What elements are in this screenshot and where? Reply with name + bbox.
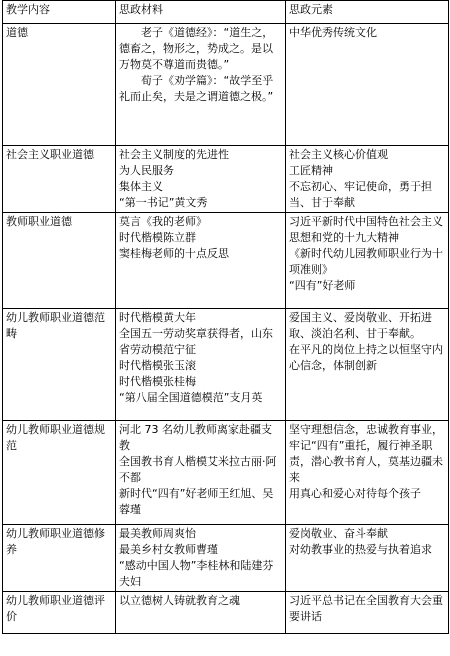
element-item: 在平凡的岗位上持之以恒坚守内心信念，体制创新: [289, 343, 443, 372]
materials-cell: [116, 525, 286, 592]
material-item: 社会主义制度的先进性: [119, 148, 229, 161]
topic-cell: 教师职业道德: [3, 213, 116, 309]
table-row: [3, 213, 449, 309]
element-item: 中华优秀传统文化: [289, 26, 377, 39]
material-item: 荀子《劝学篇》：“故学至乎礼而止矣，夫是之谓道德之极。”: [119, 74, 274, 103]
materials-cell: [116, 592, 286, 634]
table-row: [3, 309, 449, 421]
element-item: 习近平总书记在全国教育大会重要讲话: [289, 594, 443, 623]
elements-cell: [286, 213, 449, 309]
element-item: 不忘初心、牢记使命，勇于担当、甘于奉献: [289, 180, 432, 209]
table-row: [3, 421, 449, 525]
material-item: 时代楷模陈立群: [119, 231, 196, 244]
topic-cell: 幼儿教师职业道德规范: [3, 421, 116, 525]
material-item: 以立德树人铸就教育之魂: [119, 594, 240, 607]
material-item: 时代楷模张玉滚: [119, 359, 196, 372]
element-item: 《新时代幼儿园教师职业行为十项准则》: [289, 247, 443, 276]
materials-cell: [116, 146, 286, 213]
topic-cell: 道德: [3, 24, 116, 146]
table-row: [3, 592, 449, 634]
element-item: “四有”好老师: [289, 279, 356, 292]
header-elements: 思政元素: [286, 1, 449, 24]
element-item: 社会主义核心价值观: [289, 148, 388, 161]
topic-cell: 社会主义职业道德: [3, 146, 116, 213]
material-item: 最美乡村女教师曹瑾: [119, 543, 218, 556]
material-item: “第八届全国道德模范”支月英: [119, 391, 263, 404]
elements-cell: [286, 24, 449, 146]
element-item: 习近平新时代中国特色社会主义思想和党的十九大精神: [289, 215, 443, 244]
material-item: 河北 73 名幼儿教师离家赴疆支教: [119, 423, 272, 452]
materials-cell: [116, 421, 286, 525]
material-item: 全国五一劳动奖章获得者，山东省劳动模范宁征: [119, 327, 273, 356]
table-row: [3, 146, 449, 213]
element-item: 爱岗敬业、奋斗奉献: [289, 527, 388, 540]
materials-cell: [116, 309, 286, 421]
table-row: [3, 525, 449, 592]
topic-cell: 幼儿教师职业道德评价: [3, 592, 116, 634]
table-row: [3, 24, 449, 146]
materials-cell: [116, 213, 286, 309]
material-item: 为人民服务: [119, 164, 174, 177]
material-item: 全国教书育人楷模艾米拉古丽·阿不都: [119, 455, 277, 484]
material-item: 窦桂梅老师的十点反思: [119, 247, 229, 260]
topic-cell: 幼儿教师职业道德范畴: [3, 309, 116, 421]
elements-cell: [286, 421, 449, 525]
material-item: “第一书记”黄文秀: [119, 196, 208, 209]
material-item: 最美教师周爽怡: [119, 527, 196, 540]
elements-cell: [286, 309, 449, 421]
header-row: [3, 1, 449, 24]
materials-cell: [116, 24, 286, 146]
header-topic: 教学内容: [3, 1, 116, 24]
elements-cell: [286, 525, 449, 592]
material-item: 新时代“四有”好老师王红旭、吴蓉瑾: [119, 487, 274, 516]
material-item: 集体主义: [119, 180, 163, 193]
element-item: 对幼教事业的热爱与执着追求: [289, 543, 432, 556]
element-item: 工匠精神: [289, 164, 333, 177]
material-item: 莫言《我的老师》: [119, 215, 207, 228]
element-item: 用真心和爱心对待每个孩子: [289, 487, 421, 500]
topic-cell: 幼儿教师职业道德修养: [3, 525, 116, 592]
element-item: 爱国主义、爱岗敬业、开拓进取、淡泊名利、甘于奉献。: [289, 311, 432, 340]
element-item: 坚守理想信念，忠诚教育事业，牢记“四有”重托，履行神圣职责，潜心教书育人，莫基边疆未来: [289, 423, 443, 484]
header-materials: 思政材料: [116, 1, 286, 24]
elements-cell: [286, 146, 449, 213]
material-item: 老子《道德经》：“道生之，德畜之，物形之，势成之。是以万物莫不尊道而贵德。”: [119, 26, 274, 71]
ideology-table: [2, 0, 449, 634]
material-item: 时代楷模张桂梅: [119, 375, 196, 388]
elements-cell: [286, 592, 449, 634]
material-item: 时代楷模黄大年: [119, 311, 196, 324]
material-item: “感动中国人物”李桂林和陆建芬夫妇: [119, 559, 274, 588]
